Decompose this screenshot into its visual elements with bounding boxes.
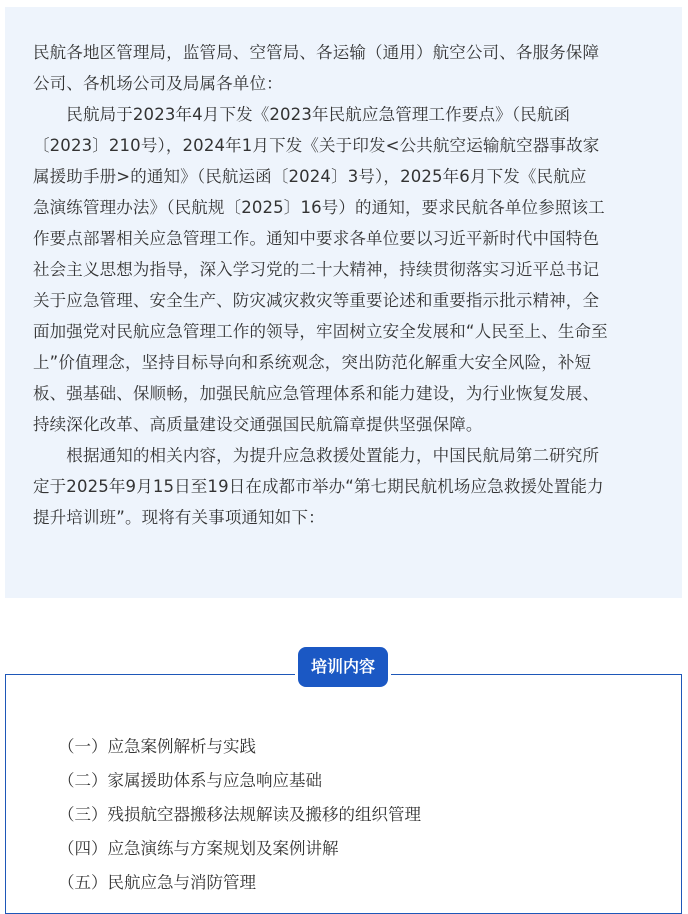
intro-notice-box [5,7,682,598]
training-item: （三）残损航空器搬移法规解读及搬移的组织管理 [58,805,421,824]
training-item: （五）民航应急与消防管理 [58,873,256,892]
intro-line: 〔2023〕210号），2024年1月下发《关于印发<公共航空运输航空器事故家 [33,136,600,155]
intro-line: 持续深化改革、高质量建设交通强国民航篇章提供坚强保障。 [33,415,483,434]
training-item: （一）应急案例解析与实践 [58,737,256,756]
intro-line: 根据通知的相关内容，为提升应急救援处置能力，中国民航局第二研究所 [33,446,600,465]
intro-line: 上”价值理念，坚持目标导向和系统观念，突出防范化解重大安全风险，补短 [33,353,592,372]
intro-line: 民航各地区管理局，监管局、空管局、各运输（通用）航空公司、各服务保障 [33,43,600,62]
intro-line: 属援助手册>的通知》（民航运函〔2024〕3号），2025年6月下发《民航应 [33,167,587,186]
intro-line: 板、强基础、保顺畅，加强民航应急管理体系和能力建设，为行业恢复发展、 [33,384,600,403]
intro-line: 急演练管理办法》（民航规〔2025〕16号）的通知，要求民航各单位参照该工 [33,198,605,217]
training-item: （二）家属援助体系与应急响应基础 [58,771,322,790]
intro-line: 社会主义思想为指导，深入学习党的二十大精神，持续贯彻落实习近平总书记 [33,260,600,279]
intro-line: 作要点部署相关应急管理工作。通知中要求各单位要以习近平新时代中国特色 [33,229,600,248]
intro-line: 公司、各机场公司及局属各单位： [33,74,283,93]
training-item: （四）应急演练与方案规划及案例讲解 [58,839,339,858]
intro-line: 关于应急管理、安全生产、防灾减灾救灾等重要论述和重要指示批示精神，全 [33,291,600,310]
section-title-badge: 培训内容 [298,647,388,687]
intro-line: 面加强党对民航应急管理工作的领导，牢固树立安全发展和“人民至上、生命至 [33,322,608,341]
training-content-list [58,730,421,900]
intro-line: 民航局于2023年4月下发《2023年民航应急管理工作要点》（民航函 [33,105,571,124]
intro-line: 提升培训班”。现将有关事项通知如下： [33,508,325,527]
intro-line: 定于2025年9月15日至19日在成都市举办“第七期民航机场应急救援处置能力 [33,477,604,496]
